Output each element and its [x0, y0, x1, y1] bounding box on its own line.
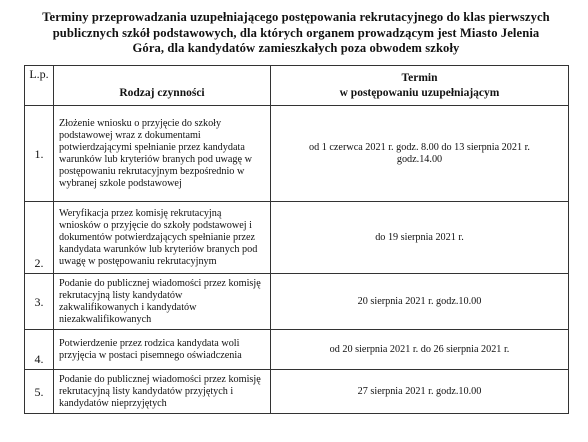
- activity-line: Weryfikacja przez komisję rekrutacyjną: [59, 207, 222, 219]
- activity-line: Złożenie wniosku o przyjęcie do szkoły: [59, 117, 222, 129]
- table-row: [25, 202, 569, 274]
- activity-line: kandydatów nieprzyjętych: [59, 397, 167, 409]
- schedule-table: [24, 65, 569, 414]
- activity-line: wybranej szkole podstawowej: [59, 177, 182, 189]
- activity-line: rekrutacyjną listy kandydatów: [59, 289, 183, 301]
- row-activity: [54, 370, 271, 414]
- document-title: [12, 10, 580, 57]
- row-number: 1.: [25, 106, 54, 202]
- header-term-line: Termin: [401, 71, 438, 84]
- row-number: 4.: [25, 330, 54, 370]
- row-term: [271, 274, 569, 330]
- header-term-line: w postępowaniu uzupełniającym: [339, 86, 500, 99]
- row-term: [271, 106, 569, 202]
- activity-line: przyjęcia w postaci pisemnego oświadczenia: [59, 349, 242, 361]
- term-line: od 1 czerwca 2021 r. godz. 8.00 do 13 sierpnia 2021 r.: [309, 141, 530, 153]
- activity-line: dokumentów potwierdzających spełnianie przez: [59, 231, 256, 243]
- activity-line: Potwierdzenie przez rodzica kandydata woli: [59, 337, 240, 349]
- term-line: 27 sierpnia 2021 r. godz.10.00: [357, 385, 482, 397]
- header-activity: Rodzaj czynności: [54, 66, 271, 106]
- activity-line: potwierdzającymi spełnianie przez kandydata: [59, 141, 245, 153]
- title-line: publicznych szkół podstawowych, dla których organem prowadzącym jest Miasto Jelenia: [52, 25, 540, 40]
- header-term: [271, 66, 569, 106]
- activity-line: rekrutacyjną listy kandydatów przyjętych i: [59, 385, 234, 397]
- term-line: 20 sierpnia 2021 r. godz.10.00: [357, 295, 482, 307]
- title-line: Terminy przeprowadzania uzupełniającego postępowania rekrutacyjnego do klas pierwszych: [42, 10, 550, 24]
- row-number: 5.: [25, 370, 54, 414]
- row-activity: [54, 106, 271, 202]
- table-row: [25, 106, 569, 202]
- activity-line: postępowaniu rekrutacyjnym bezpośrednio w: [59, 165, 245, 177]
- table-row: [25, 370, 569, 414]
- row-activity: [54, 202, 271, 274]
- activity-line: wniosków o przyjęcie do szkoły podstawowej i: [59, 219, 252, 231]
- term-line: do 19 sierpnia 2021 r.: [375, 231, 464, 243]
- activity-line: Podanie do publicznej wiadomości przez komisję: [59, 277, 261, 289]
- activity-line: uwagę w postępowaniu rekrutacyjnym: [59, 255, 217, 267]
- header-lp: L.p.: [25, 66, 54, 106]
- table-row: [25, 274, 569, 330]
- activity-line: podstawowej wraz z dokumentami: [59, 129, 201, 141]
- activity-line: zakwalifikowanych i kandydatów: [59, 301, 197, 313]
- activity-line: niezakwalifikowanych: [59, 313, 152, 325]
- table-row: [25, 330, 569, 370]
- activity-line: Podanie do publicznej wiadomości przez komisję: [59, 373, 261, 385]
- row-term: [271, 202, 569, 274]
- row-activity: [54, 330, 271, 370]
- term-line: od 20 sierpnia 2021 r. do 26 sierpnia 2021 r.: [329, 343, 510, 355]
- term-line: godz.14.00: [396, 153, 443, 165]
- row-term: [271, 330, 569, 370]
- row-activity: [54, 274, 271, 330]
- title-line: Góra, dla kandydatów zamieszkałych poza obwodem szkoły: [132, 41, 460, 55]
- table-header-row: [25, 66, 569, 106]
- row-term: [271, 370, 569, 414]
- activity-line: warunków lub kryteriów branych pod uwagę w: [59, 153, 252, 165]
- activity-line: kandydata warunków lub kryteriów branych pod: [59, 243, 258, 255]
- row-number: 2.: [25, 202, 54, 274]
- row-number: 3.: [25, 274, 54, 330]
